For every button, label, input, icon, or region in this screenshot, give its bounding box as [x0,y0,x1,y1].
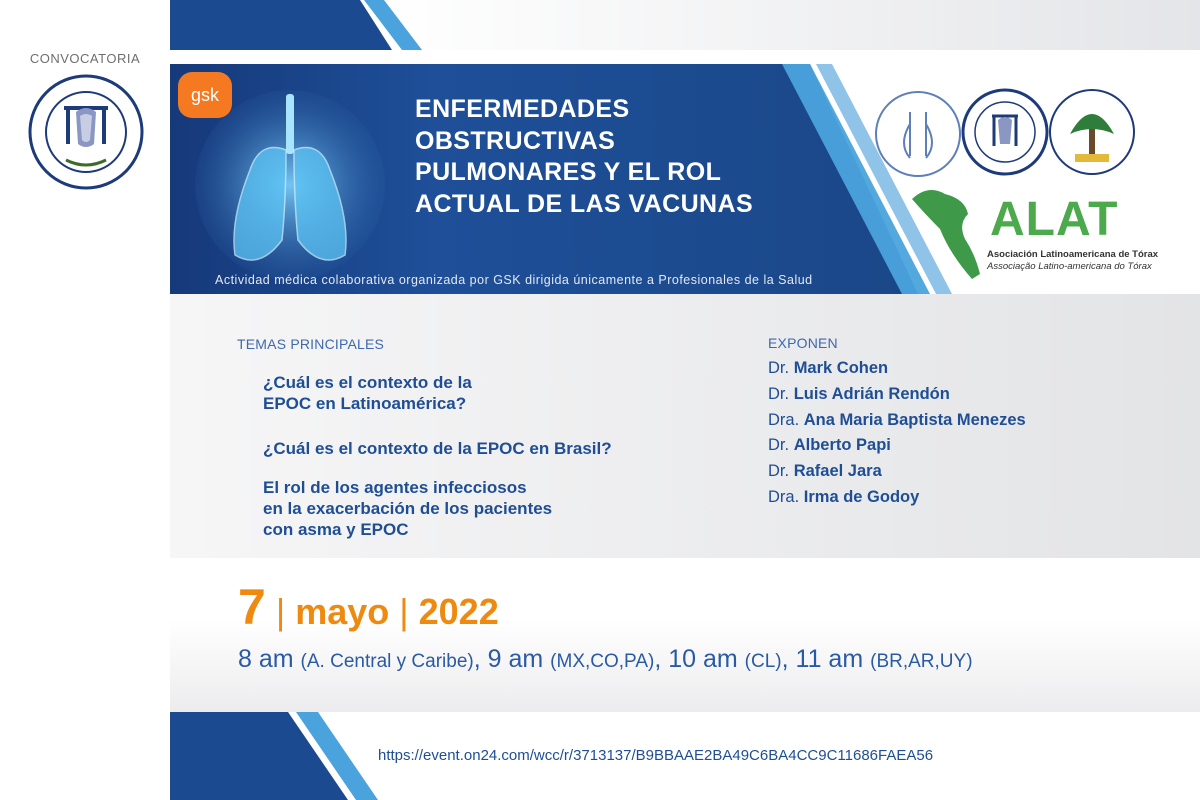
speaker-name: Irma de Godoy [803,487,920,506]
topic-line: EPOC en Latinoamérica? [263,394,467,413]
sbpt-logo [876,92,960,176]
topics-heading: TEMAS PRINCIPALES [237,336,385,352]
event-banner [170,64,1200,294]
time-value: 8 am [238,645,294,673]
event-year: 2022 [418,591,499,632]
alat-logo-text: ALAT [990,193,1119,246]
speaker-title: Dra. [768,410,800,429]
gsk-brand-text: gsk [190,85,220,105]
topic-item [263,438,703,459]
title-line: ACTUAL DE LAS VACUNAS [415,189,754,218]
disclaimer-text: Actividad médica colaborativa organizada por GSK dirigida únicamente a Profesionales de la Salud [215,273,813,287]
speaker-name: Ana Maria Baptista Menezes [803,410,1026,429]
speaker-title: Dr. [768,384,790,403]
time-region: (CL) [744,651,782,672]
latam-map-icon [912,190,980,279]
title-line: PULMONARES Y EL ROL [415,158,722,186]
speaker-item [768,435,1168,455]
topic-item [263,477,683,540]
gsk-logo [178,72,232,118]
speakers-list [768,358,1168,507]
event-date [238,578,499,636]
top-band [170,0,1200,50]
time-region: (MX,CO,PA) [550,651,655,672]
speaker-name: Alberto Papi [793,436,891,455]
topic-line: con asma y EPOC [263,520,409,539]
title-line: ENFERMEDADES [415,95,630,123]
topic-line: El rol de los agentes infecciosos [263,478,527,497]
speakers-heading: EXPONEN [768,335,838,351]
registration-link[interactable]: https://event.on24.com/wcc/r/3713137/B9BBAAE2BA49C6BA4CC9C11686FAEA56 [378,747,934,764]
time-region: (A. Central y Caribe) [300,651,474,672]
speaker-item [768,410,1168,430]
time-value: 10 am [668,645,738,673]
speaker-title: Dr. [768,462,790,481]
date-separator: | [399,591,409,632]
speaker-title: Dra. [768,487,800,506]
top-stripe-decoration [170,0,1200,50]
smnyct-seal-logo [28,74,144,190]
topic-line: ¿Cuál es el contexto de la EPOC en Brasil? [263,439,612,458]
topic-line: en la exacerbación de los pacientes [263,499,553,518]
speaker-title: Dr. [768,436,790,455]
date-separator: | [275,591,286,632]
event-title [415,94,835,220]
event-day: 7 [238,579,266,635]
convocatoria-label: CONVOCATORIA [29,51,141,66]
speaker-name: Mark Cohen [793,359,889,377]
event-times: 8 am (A. Central y Caribe), 9 am (MX,CO,PA), 10 am (CL), 11 am (BR,AR,UY) [238,645,973,673]
speaker-item [768,384,1168,404]
topic-item [263,372,683,414]
time-region: (BR,AR,UY) [870,651,973,672]
speaker-name: Rafael Jara [793,462,882,481]
alat-name-es: Asociación Latinoamericana de Tórax [987,249,1159,260]
topic-line: ¿Cuál es el contexto de la [263,373,472,392]
title-line: OBSTRUCTIVAS [415,126,616,155]
speaker-item [768,461,1168,481]
speaker-title: Dr. [768,359,790,377]
event-month: mayo [295,591,390,632]
time-value: 11 am [795,645,864,673]
speaker-name: Luis Adrián Rendón [793,384,950,403]
alat-name-pt: Associação Latino-americana do Tórax [987,261,1152,272]
time-value: 9 am [487,645,544,673]
speaker-item [768,358,1168,378]
speaker-item [768,487,1168,507]
